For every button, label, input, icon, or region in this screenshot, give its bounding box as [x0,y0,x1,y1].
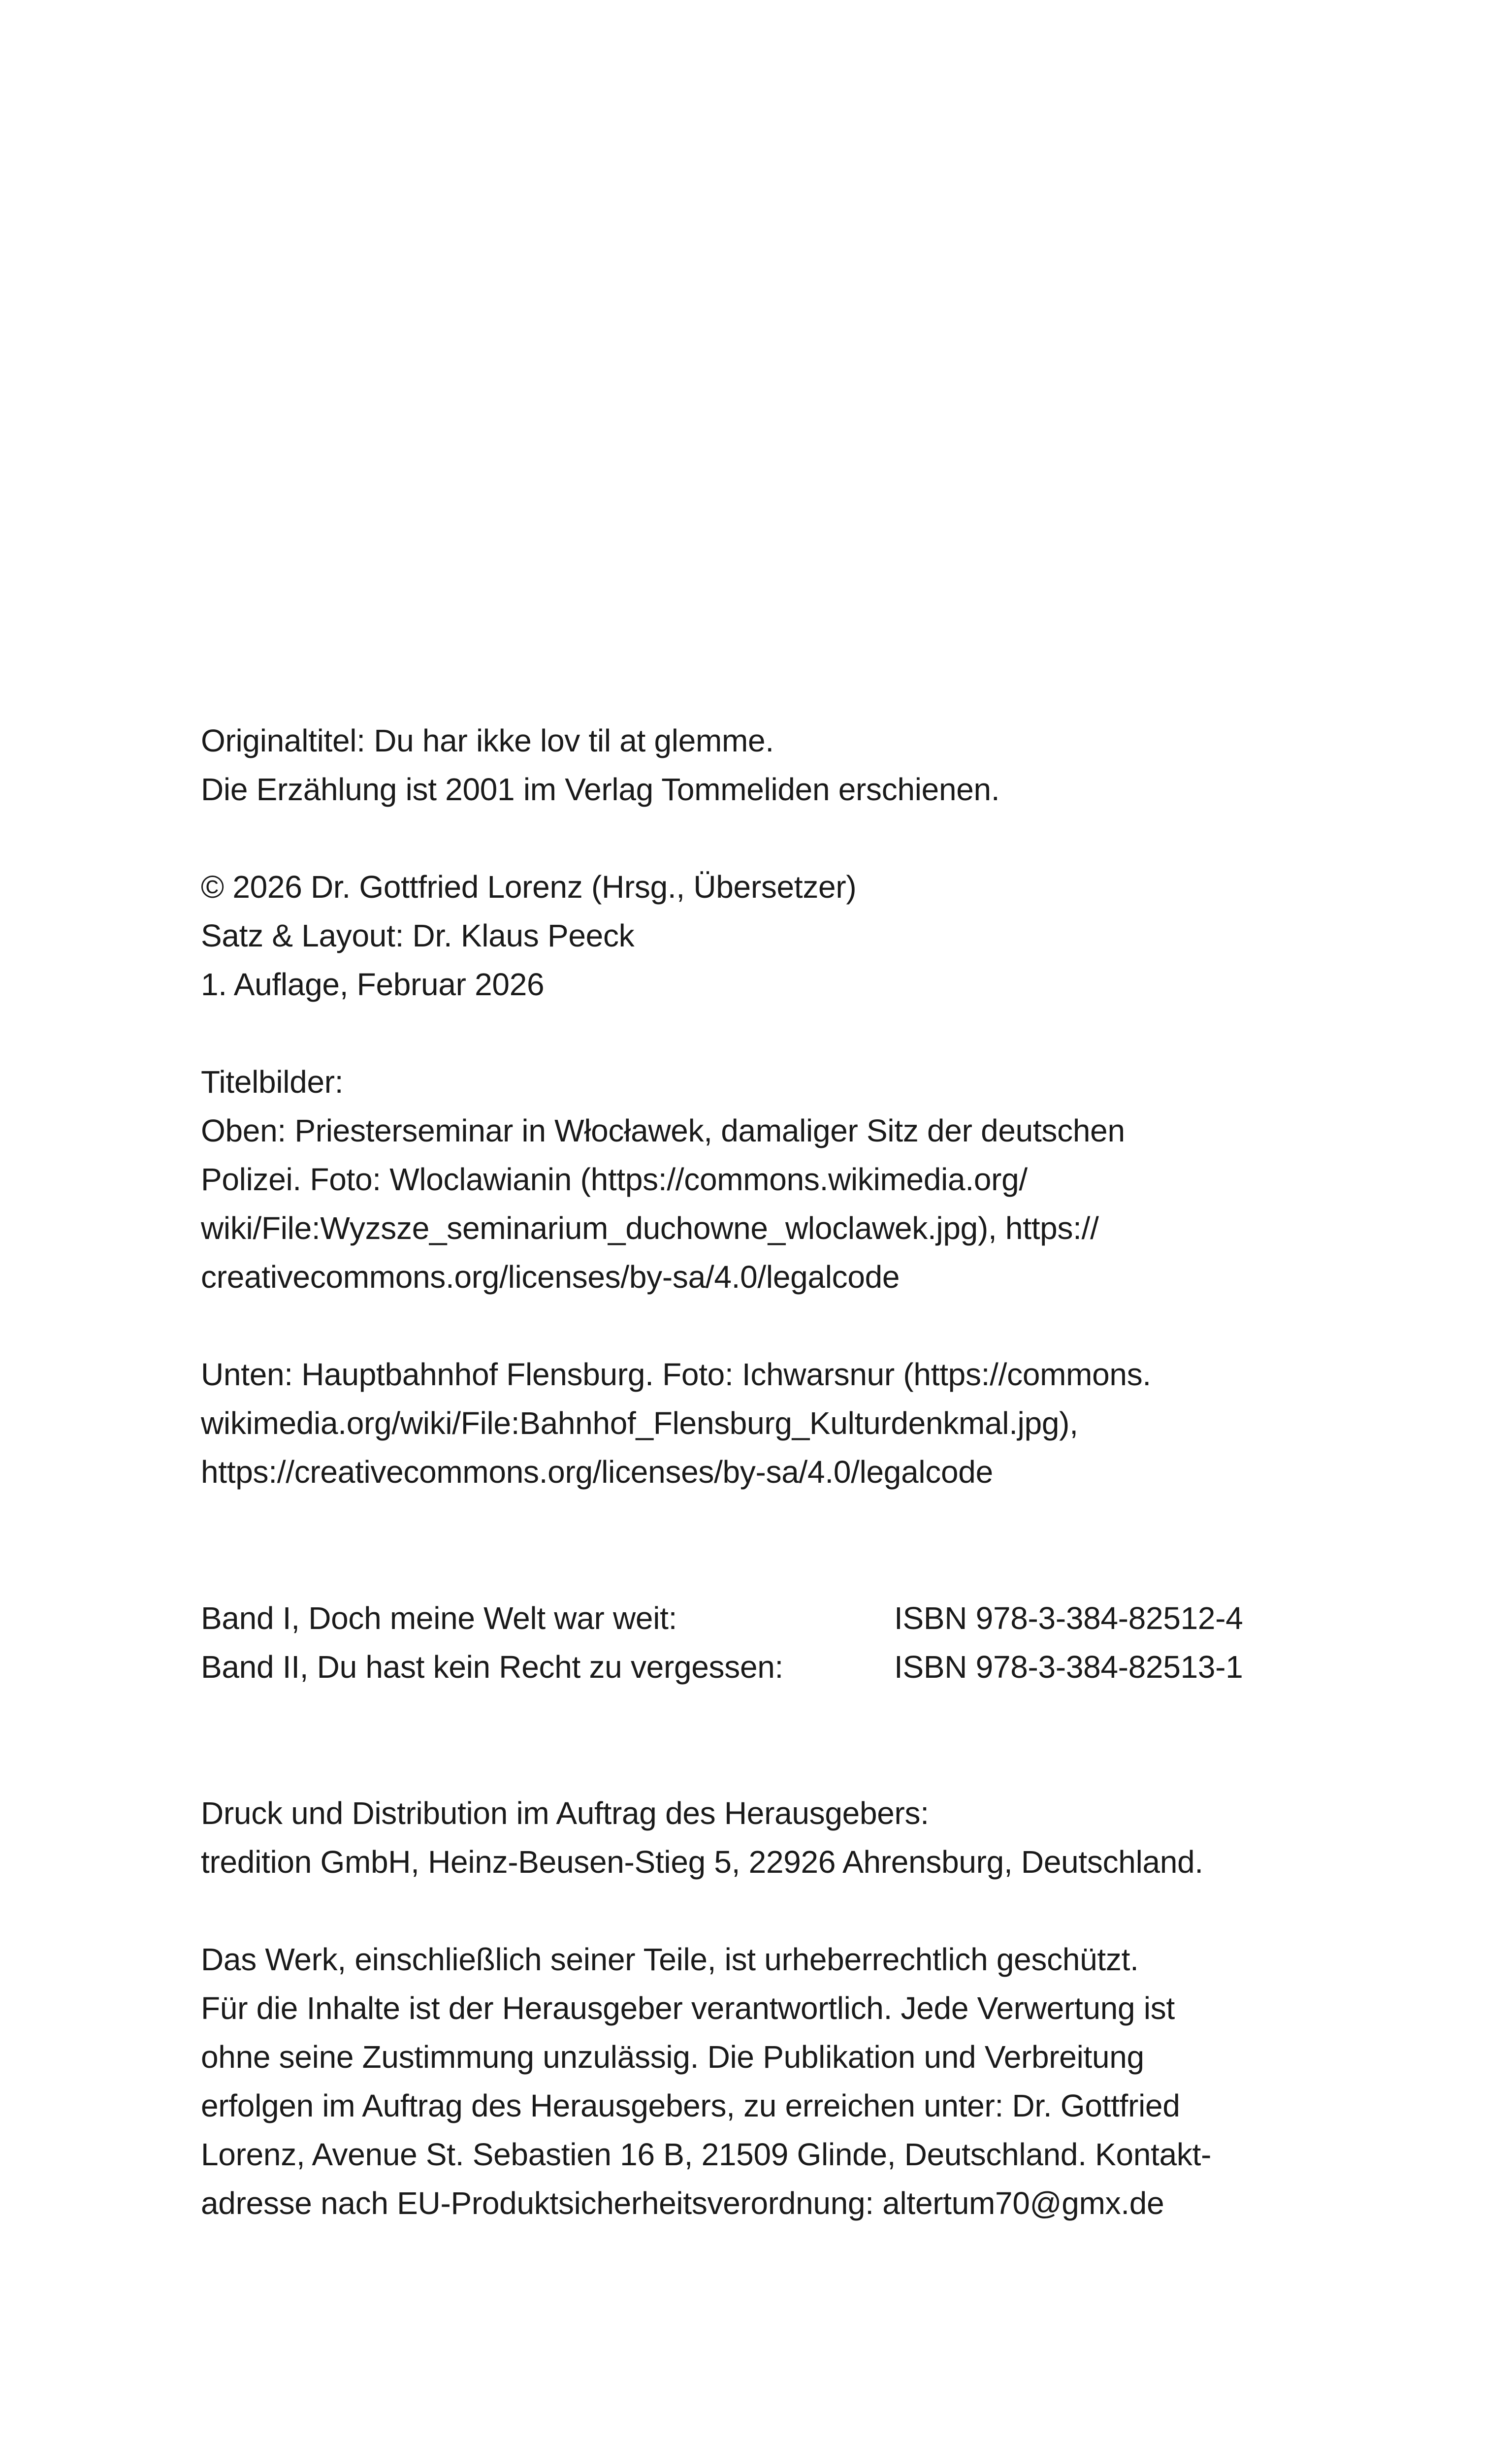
copyright-line: © 2026 Dr. Gottfried Lorenz (Hrsg., Übersetzer) [201,869,857,905]
legal-line: Das Werk, einschließlich seiner Teile, ist urheberrechtlich geschützt. [201,1942,1139,1977]
volume-isbn: ISBN 978-3-384-82512-4 [894,1600,1243,1636]
distribution-line: Druck und Distribution im Auftrag des Herausgebers: [201,1795,929,1831]
imprint-text-block [201,717,1333,2228]
legal-line: adresse nach EU-Produktsicherheitsverordnung: altertum70@gmx.de [201,2185,1164,2221]
layout-credit-line: Satz & Layout: Dr. Klaus Peeck [201,918,635,953]
cover-image-bottom-line: Unten: Hauptbahnhof Flensburg. Foto: Ichwarsnur (https://commons. [201,1357,1151,1392]
volume-label: Band II, Du hast kein Recht zu vergessen: [201,1649,784,1685]
legal-line: erfolgen im Auftrag des Herausgebers, zu erreichen unter: Dr. Gottfried [201,2088,1180,2123]
legal-line: Für die Inhalte ist der Herausgeber verantwortlich. Jede Verwertung ist [201,1990,1175,2026]
spacer [201,1009,1333,1058]
cover-image-bottom-line: wikimedia.org/wiki/File:Bahnhof_Flensburg_Kulturdenkmal.jpg), [201,1405,1078,1441]
cover-image-bottom-line: https://creativecommons.org/licenses/by-sa/4.0/legalcode [201,1454,993,1490]
publication-line: Die Erzählung ist 2001 im Verlag Tommeliden erschienen. [201,772,1000,807]
cover-image-top-line: Polizei. Foto: Wloclawianin (https://commons.wikimedia.org/ [201,1162,1028,1197]
distribution-address-line: tredition GmbH, Heinz-Beusen-Stieg 5, 22926 Ahrensburg, Deutschland. [201,1844,1203,1880]
edition-line: 1. Auflage, Februar 2026 [201,967,545,1002]
original-title-line: Originaltitel: Du har ikke lov til at glemme. [201,723,774,758]
spacer [201,814,1333,863]
cover-image-top-line: wiki/File:Wyzsze_seminarium_duchowne_wloclawek.jpg), https:// [201,1210,1099,1246]
spacer [201,1302,1333,1350]
cover-image-top-line: Oben: Priesterseminar in Włocławek, damaliger Sitz der deutschen [201,1113,1125,1148]
cover-images-heading: Titelbilder: [201,1064,344,1100]
volume-row [201,1643,1333,1692]
volume-isbn: ISBN 978-3-384-82513-1 [894,1649,1243,1685]
volume-row [201,1594,1333,1643]
legal-line: ohne seine Zustimmung unzulässig. Die Publikation und Verbreitung [201,2039,1144,2075]
spacer [201,1692,1333,1789]
spacer [201,1887,1333,1935]
spacer [201,1497,1333,1594]
volume-label: Band I, Doch meine Welt war weit: [201,1600,677,1636]
legal-line: Lorenz, Avenue St. Sebastien 16 B, 21509 Glinde, Deutschland. Kontakt- [201,2137,1212,2172]
cover-image-top-line: creativecommons.org/licenses/by-sa/4.0/legalcode [201,1259,900,1295]
